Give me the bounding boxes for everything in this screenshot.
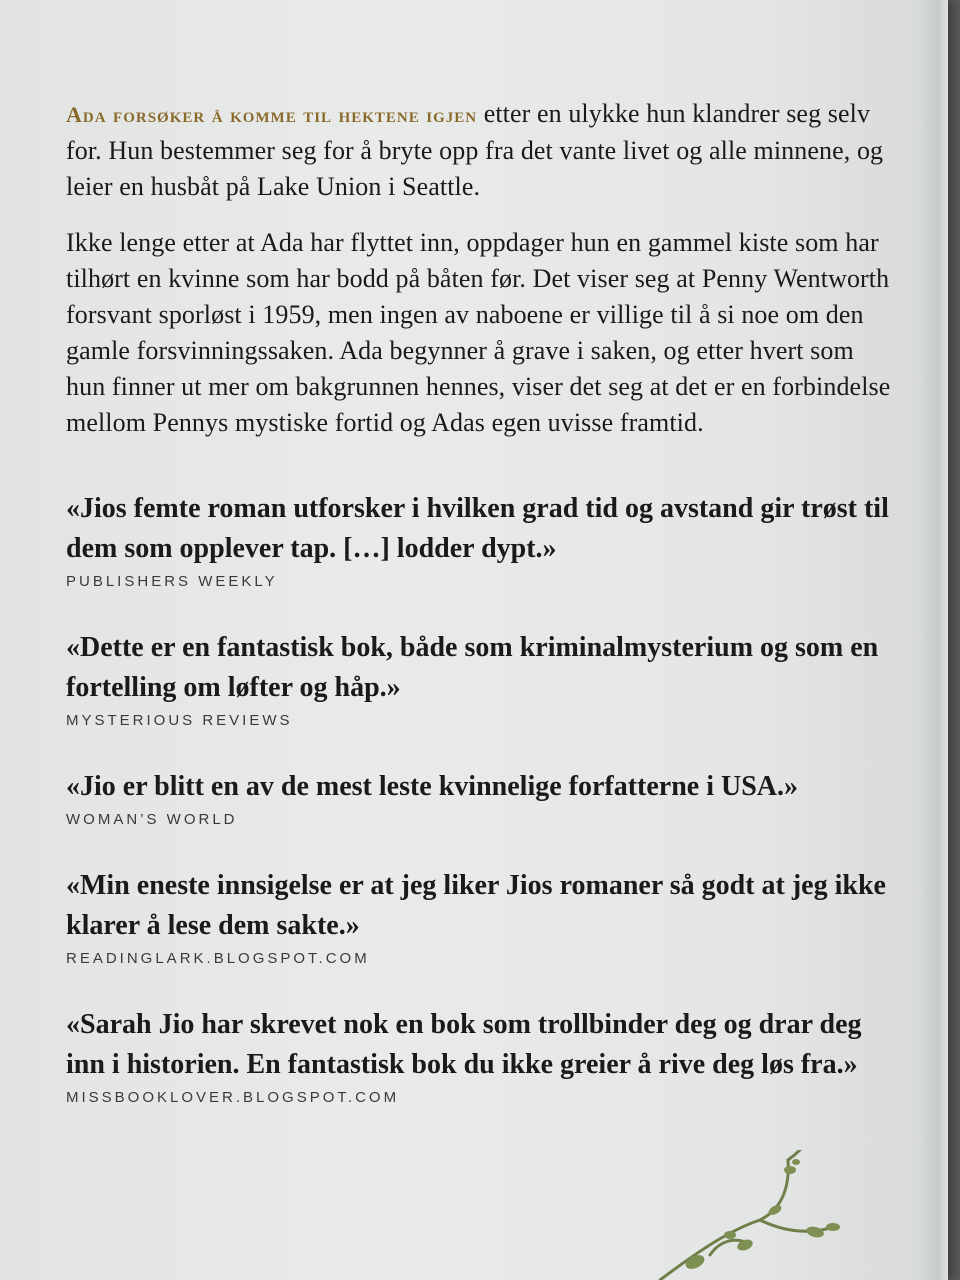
review-quote bbox=[66, 489, 896, 590]
blurb-lead: Ada forsøker å komme til hektene igjen bbox=[66, 102, 478, 127]
plant-illustration bbox=[640, 1150, 870, 1280]
blurb-paragraph-1 bbox=[66, 96, 896, 205]
quote-text: «Jios femte roman utforsker i hvilken grad tid og avstand gir trøst til dem som opplever tap. […] lodder dypt.» bbox=[66, 493, 889, 564]
quote-text: «Jio er blitt en av de mest leste kvinnelige forfatterne i USA.» bbox=[66, 771, 799, 802]
quote-text: «Min eneste innsigelse er at jeg liker Jios romaner så godt at jeg ikke klarer å lese dem sakte.» bbox=[66, 870, 886, 941]
review-quote bbox=[66, 866, 896, 967]
review-quote bbox=[66, 1005, 896, 1106]
blurb-paragraph-1-text: etter en ulykke hun klandrer seg selv for. Hun bestemmer seg for å bryte opp fra det vante livet og alle minnene, og leier en husbåt på Lake Union i Seattle. bbox=[66, 99, 884, 201]
back-cover-content bbox=[66, 96, 896, 1144]
review-quote bbox=[66, 767, 896, 828]
blurb-paragraph-2: Ikke lenge etter at Ada har flyttet inn, oppdager hun en gammel kiste som har tilhørt en kvinne som har bodd på båten før. Det viser seg at Penny Wentworth forsvant sporløst i 1959, men ingen av naboene er villige til å si noe om den gamle forsvinningssaken. Ada begynner å grave i saken, og etter hvert som hun finner ut mer om bakgrunnen hennes, viser det seg at det er en forbindelse mellom Pennys mystiske fortid og Adas egen uvisse framtid. bbox=[66, 228, 891, 437]
quote-source: PUBLISHERS WEEKLY bbox=[66, 573, 278, 590]
quote-source: READINGLARK.BLOGSPOT.COM bbox=[66, 950, 370, 967]
review-quote bbox=[66, 628, 896, 729]
quote-source: WOMAN’S WORLD bbox=[66, 811, 238, 828]
quote-text: «Sarah Jio har skrevet nok en bok som trollbinder deg og drar deg inn i historien. En fantastisk bok du ikke greier å rive deg løs fra.» bbox=[66, 1009, 862, 1080]
cover-edge bbox=[920, 0, 948, 1280]
quote-source: MISSBOOKLOVER.BLOGSPOT.COM bbox=[66, 1089, 400, 1106]
quote-text: «Dette er en fantastisk bok, både som kriminalmysterium og som en fortelling om løfter og håp.» bbox=[66, 632, 879, 703]
quote-source: MYSTERIOUS REVIEWS bbox=[66, 712, 293, 729]
review-quotes bbox=[66, 489, 896, 1106]
